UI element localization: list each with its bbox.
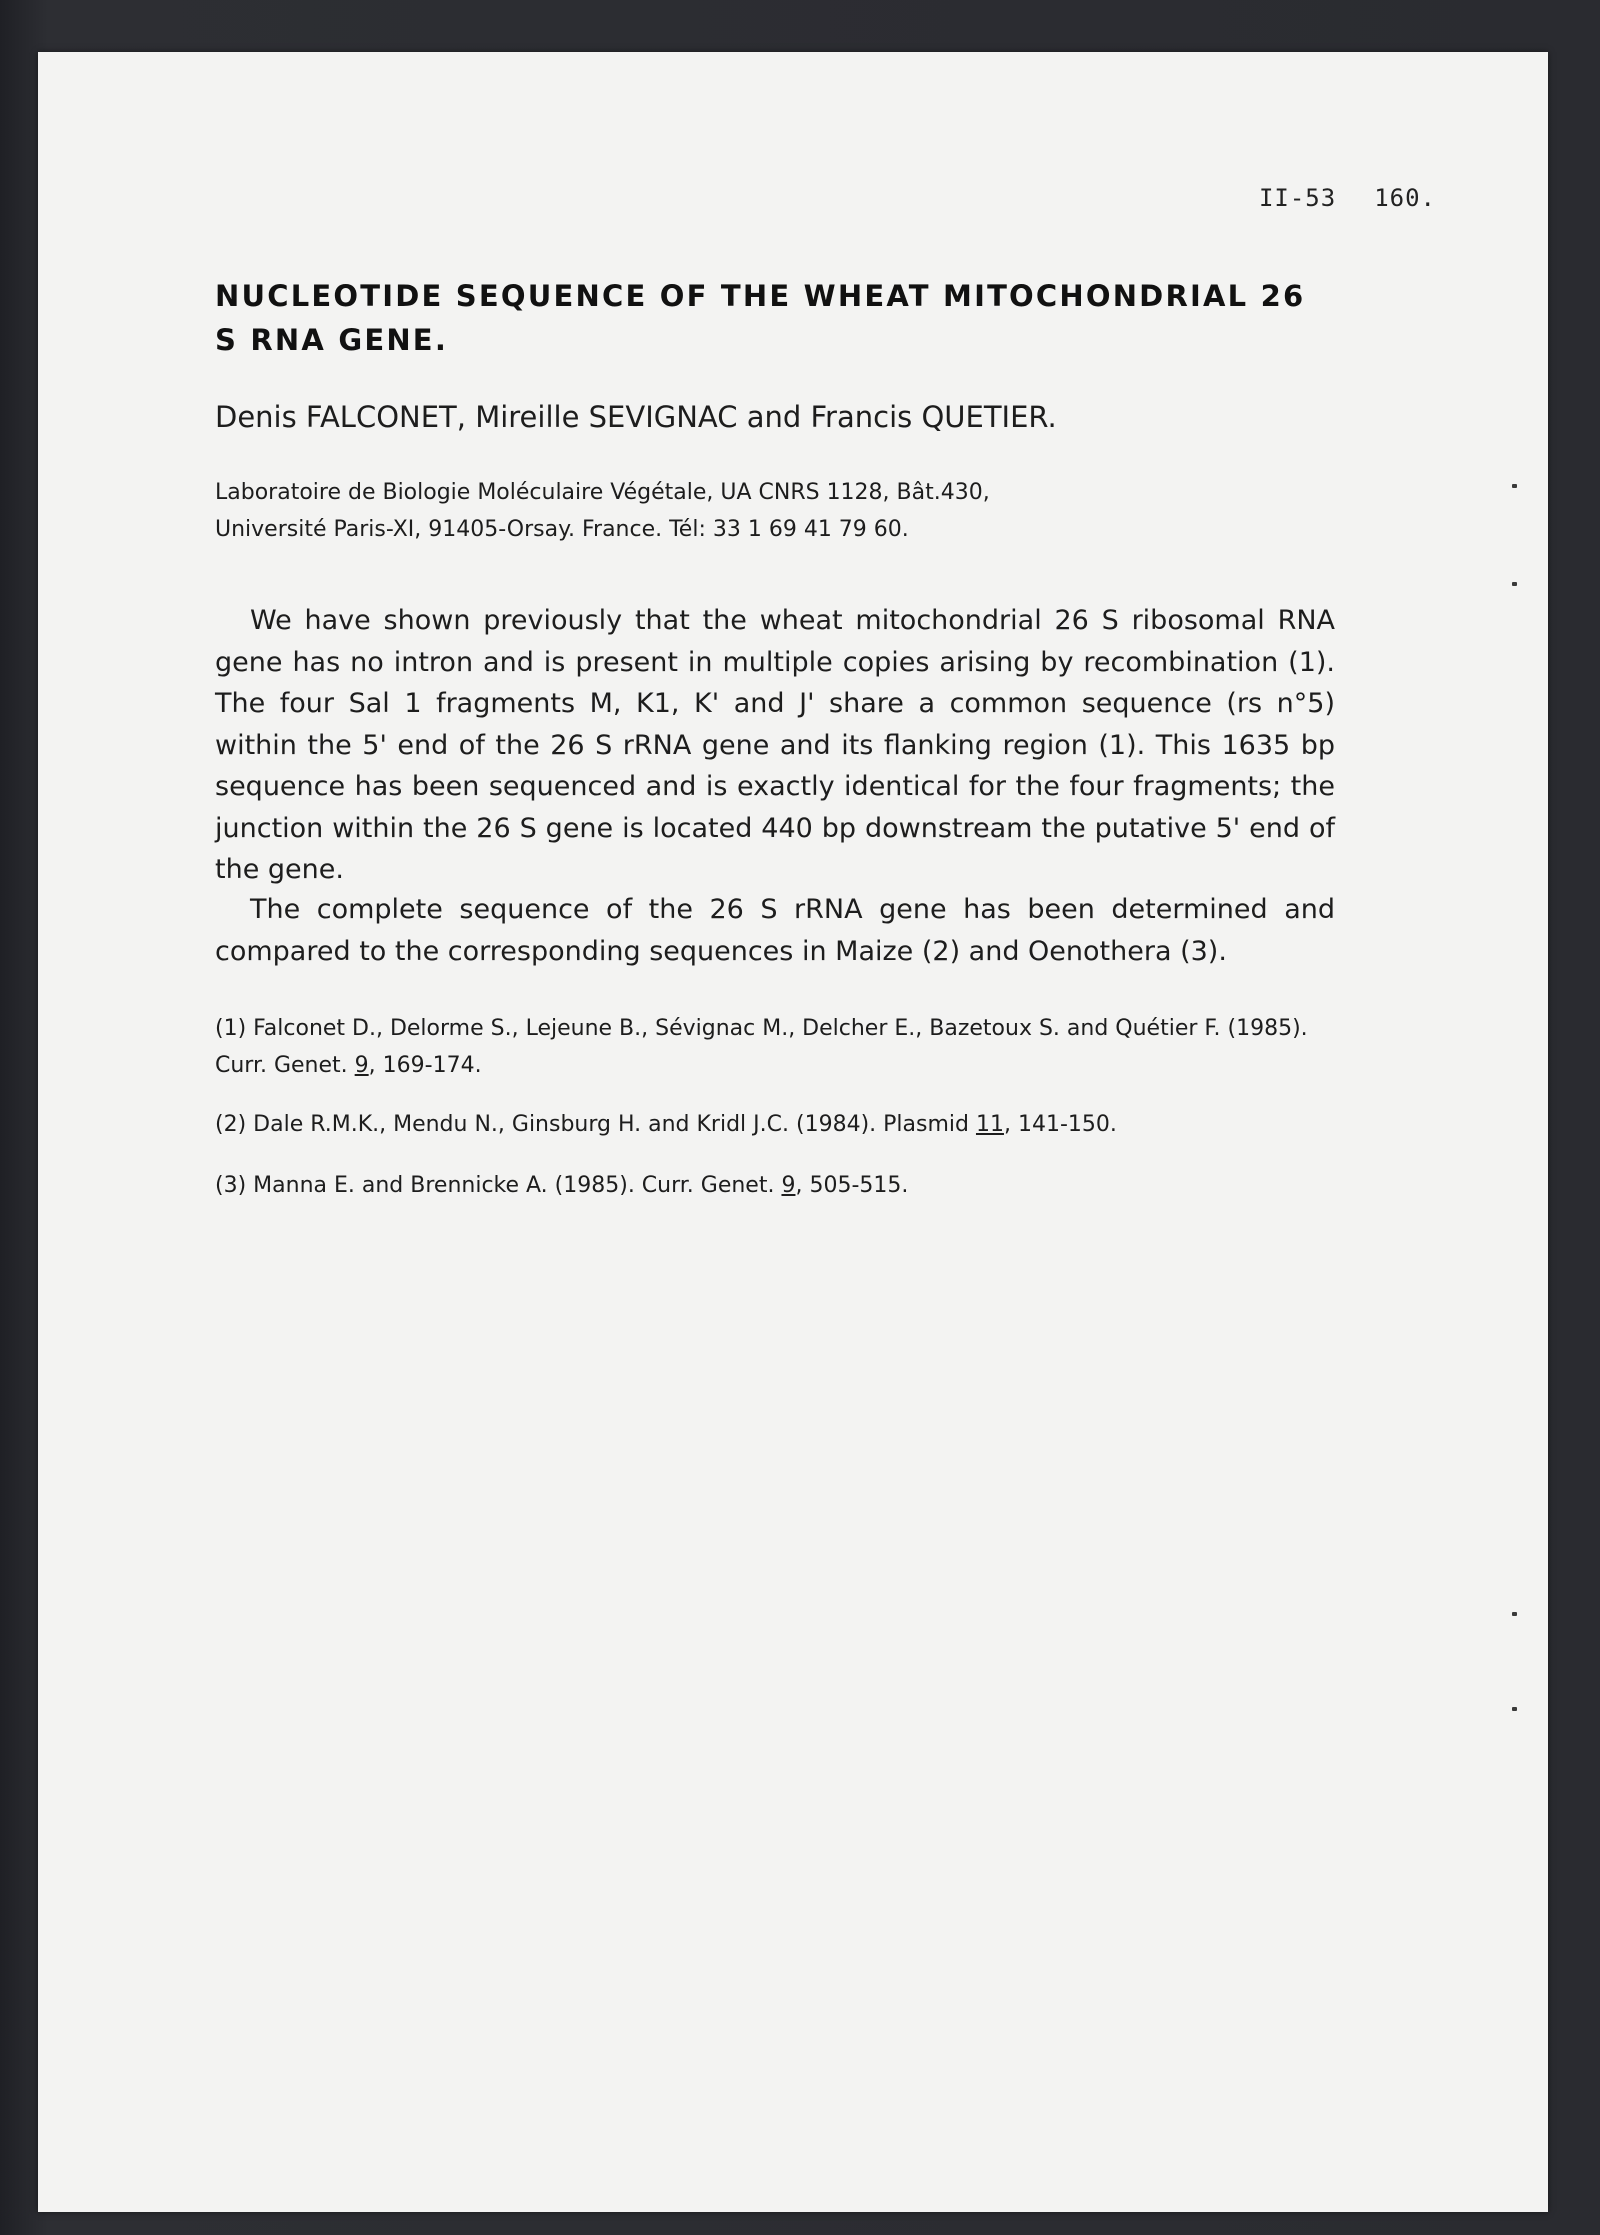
reference-2: (2) Dale R.M.K., Mendu N., Ginsburg H. and Kridl J.C. (1984). Plasmid 11, 141-150. — [215, 1112, 1117, 1137]
affiliation-block — [215, 474, 1315, 548]
affiliation-line-1: Laboratoire de Biologie Moléculaire Végétale, UA CNRS 1128, Bât.430, — [215, 480, 990, 505]
reference-3: (3) Manna E. and Brennicke A. (1985). Curr. Genet. 9, 505-515. — [215, 1173, 909, 1198]
margin-mark — [1512, 582, 1517, 586]
reference-volume: 9 — [781, 1173, 796, 1198]
author-list: Denis FALCONET, Mireille SEVIGNAC and Francis QUETIER. — [215, 400, 1057, 434]
reference-volume: 9 — [354, 1053, 369, 1078]
page-number: 160. — [1374, 184, 1436, 212]
document-page — [38, 52, 1548, 2212]
body-paragraph-1: We have shown previously that the wheat mitochondrial 26 S ribosomal RNA gene has no intron and is present in multiple copies arising by recombination (1). The four Sal 1 fragments M, K1, K' and J' share a common sequence (rs n°5) within the 5' end of the 26 S rRNA gene and its flanking region (1). This 1635 bp sequence has been sequenced and is exactly identical for the four fragments; the junction within the 26 S gene is located 440 bp downstream the putative 5' end of the gene. — [215, 605, 1335, 885]
margin-mark — [1512, 484, 1517, 488]
reference-1: (1) Falconet D., Delorme S., Lejeune B., Sévignac M., Delcher E., Bazetoux S. and Quétier F. (1985). Curr. Genet. 9, 169-174. — [215, 1016, 1308, 1078]
body-paragraph-2: The complete sequence of the 26 S rRNA gene has been determined and compared to the corresponding sequences in Maize (2) and Oenothera (3). — [215, 894, 1335, 967]
margin-mark — [1512, 1612, 1517, 1616]
margin-mark — [1512, 1707, 1517, 1711]
article-title: NUCLEOTIDE SEQUENCE OF THE WHEAT MITOCHONDRIAL 26 S RNA GENE. — [215, 279, 1306, 357]
reference-volume: 11 — [975, 1112, 1004, 1137]
page-code: II-53 — [1258, 184, 1337, 212]
affiliation-line-2: Université Paris-XI, 91405-Orsay. France. Tél: 33 1 69 41 79 60. — [215, 517, 909, 542]
page-header — [1259, 184, 1436, 212]
